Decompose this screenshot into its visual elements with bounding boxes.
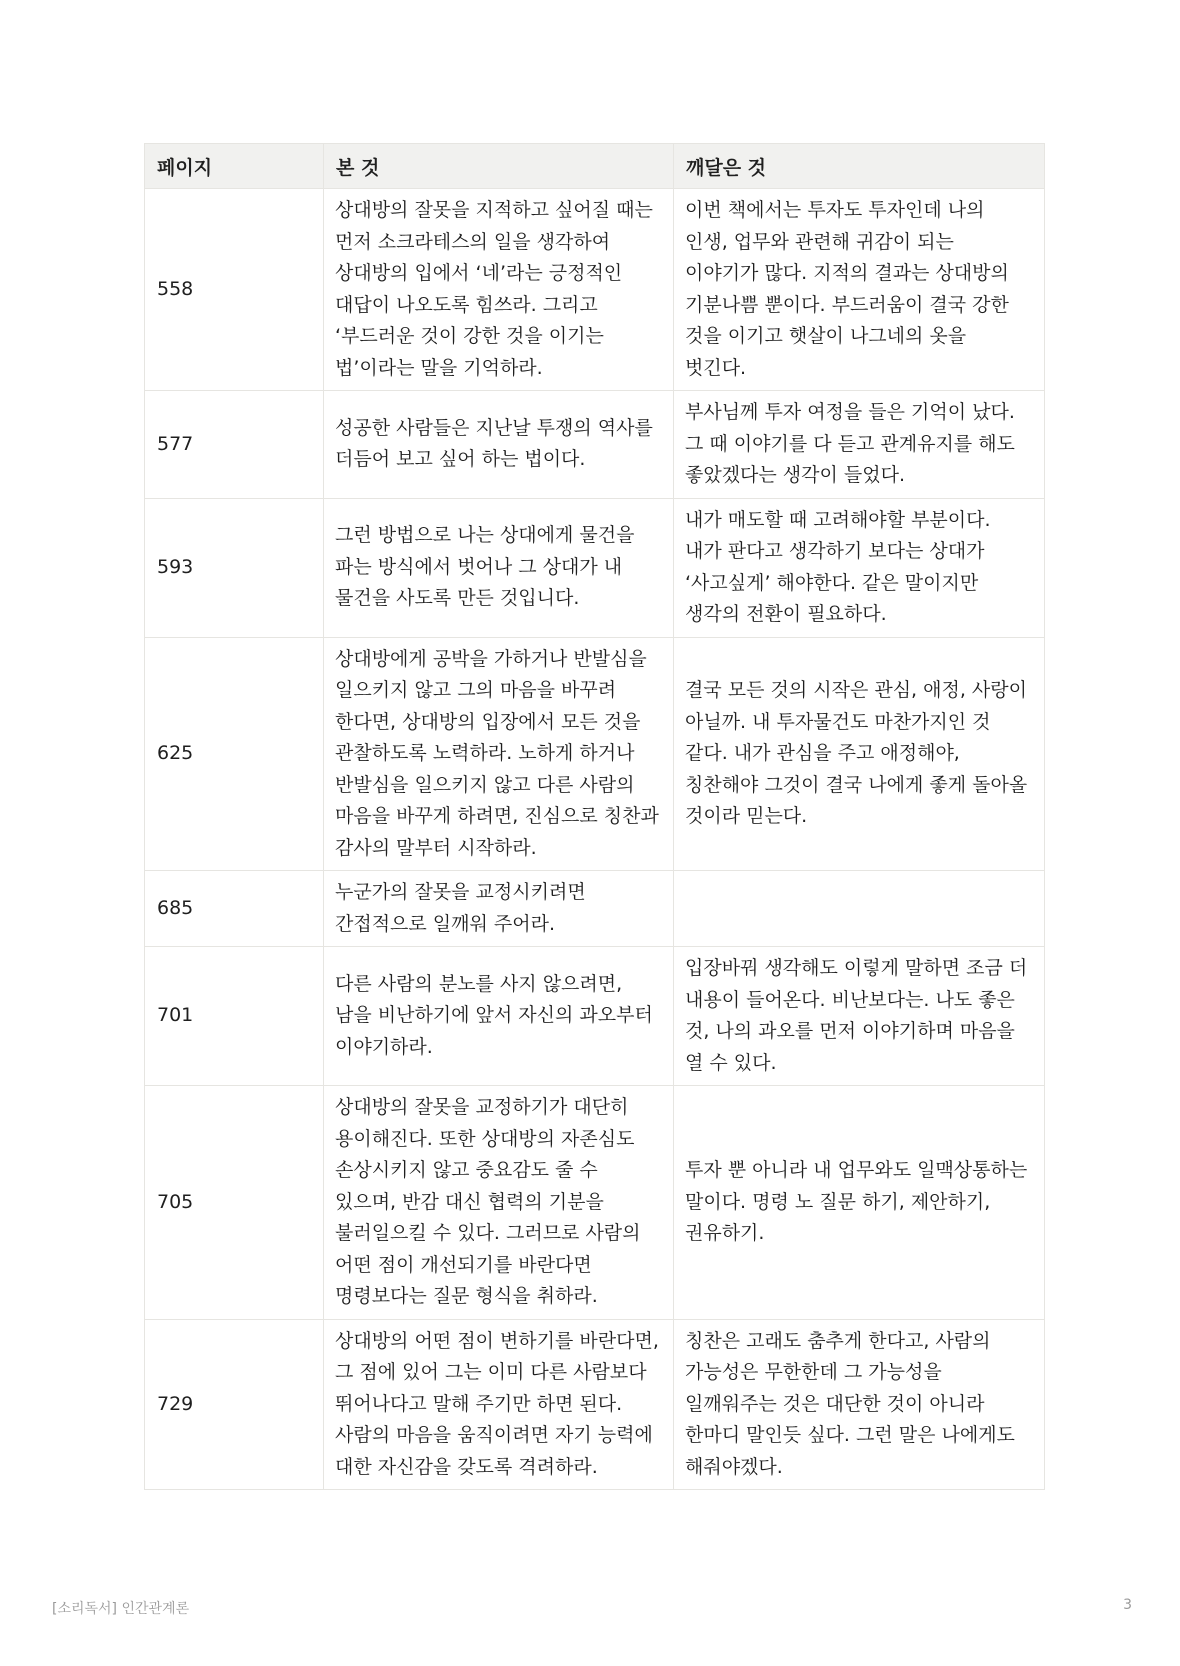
seen-cell: 상대방의 어떤 점이 변하기를 바란다면, 그 점에 있어 그는 이미 다른 사람보다 뛰어나다고 말해 주기만 하면 된다. 사람의 마음을 움직이려면 자기 능력에 대한 자신감을 갖도록 격려하라.: [324, 1319, 674, 1490]
seen-cell: 상대방의 잘못을 지적하고 싶어질 때는 먼저 소크라테스의 일을 생각하여 상대방의 입에서 ‘네’라는 긍정적인 대답이 나오도록 힘쓰라. 그리고 ‘부드러운 것이 강한 것을 이기는 법’이라는 말을 기억하라.: [324, 189, 674, 391]
footer-document-title: [소리독서] 인간관계론: [52, 1601, 190, 1617]
learned-cell: 결국 모든 것의 시작은 관심, 애정, 사랑이 아닐까. 내 투자물건도 마찬가지인 것 같다. 내가 관심을 주고 애정해야, 칭찬해야 그것이 결국 나에게 좋게 돌아올 것이라 믿는다.: [674, 637, 1045, 871]
page-number-cell: 729: [145, 1319, 324, 1490]
header-learned: 깨달은 것: [674, 144, 1045, 189]
page-number-cell: 705: [145, 1086, 324, 1320]
page-number-cell: 625: [145, 637, 324, 871]
table-row: [145, 498, 1045, 637]
page-number-cell: 685: [145, 871, 324, 947]
seen-cell: 성공한 사람들은 지난날 투쟁의 역사를 더듬어 보고 싶어 하는 법이다.: [324, 391, 674, 499]
seen-cell: 누군가의 잘못을 교정시키려면 간접적으로 일깨워 주어라.: [324, 871, 674, 947]
header-page: 페이지: [145, 144, 324, 189]
seen-cell: 다른 사람의 분노를 사지 않으려면, 남을 비난하기에 앞서 자신의 과오부터 이야기하라.: [324, 947, 674, 1086]
page-number-cell: 593: [145, 498, 324, 637]
learned-cell: [674, 871, 1045, 947]
table-row: [145, 871, 1045, 947]
table-row: [145, 391, 1045, 499]
footer-page-number: 3: [1123, 1597, 1132, 1613]
learned-cell: 칭찬은 고래도 춤추게 한다고, 사람의 가능성은 무한한데 그 가능성을 일깨워주는 것은 대단한 것이 아니라 한마디 말인듯 싶다. 그런 말은 나에게도 해줘야겠다.: [674, 1319, 1045, 1490]
table-row: [145, 1319, 1045, 1490]
reading-notes-table: [144, 143, 1045, 1490]
table-row: [145, 1086, 1045, 1320]
page-number-cell: 577: [145, 391, 324, 499]
table-header-row: [145, 144, 1045, 189]
learned-cell: 입장바꿔 생각해도 이렇게 말하면 조금 더 내용이 들어온다. 비난보다는. 나도 좋은 것, 나의 과오를 먼저 이야기하며 마음을 열 수 있다.: [674, 947, 1045, 1086]
learned-cell: 부사님께 투자 여정을 들은 기억이 났다. 그 때 이야기를 다 듣고 관계유지를 해도 좋았겠다는 생각이 들었다.: [674, 391, 1045, 499]
seen-cell: 그런 방법으로 나는 상대에게 물건을 파는 방식에서 벗어나 그 상대가 내 물건을 사도록 만든 것입니다.: [324, 498, 674, 637]
page-number-cell: 701: [145, 947, 324, 1086]
seen-cell: 상대방의 잘못을 교정하기가 대단히 용이해진다. 또한 상대방의 자존심도 손상시키지 않고 중요감도 줄 수 있으며, 반감 대신 협력의 기분을 불러일으킬 수 있다. 그러므로 사람의 어떤 점이 개선되기를 바란다면 명령보다는 질문 형식을 취하라.: [324, 1086, 674, 1320]
learned-cell: 투자 뿐 아니라 내 업무와도 일맥상통하는 말이다. 명령 노 질문 하기, 제안하기, 권유하기.: [674, 1086, 1045, 1320]
learned-cell: 이번 책에서는 투자도 투자인데 나의 인생, 업무와 관련해 귀감이 되는 이야기가 많다. 지적의 결과는 상대방의 기분나쁨 뿐이다. 부드러움이 결국 강한 것을 이기고 햇살이 나그네의 옷을 벗긴다.: [674, 189, 1045, 391]
page-number-cell: 558: [145, 189, 324, 391]
learned-cell: 내가 매도할 때 고려해야할 부분이다. 내가 판다고 생각하기 보다는 상대가 ‘사고싶게’ 해야한다. 같은 말이지만 생각의 전환이 필요하다.: [674, 498, 1045, 637]
header-seen: 본 것: [324, 144, 674, 189]
table-row: [145, 947, 1045, 1086]
table-row: [145, 637, 1045, 871]
table-row: [145, 189, 1045, 391]
seen-cell: 상대방에게 공박을 가하거나 반발심을 일으키지 않고 그의 마음을 바꾸려 한다면, 상대방의 입장에서 모든 것을 관찰하도록 노력하라. 노하게 하거나 반발심을 일으키지 않고 다른 사람의 마음을 바꾸게 하려면, 진심으로 칭찬과 감사의 말부터 시작하라.: [324, 637, 674, 871]
